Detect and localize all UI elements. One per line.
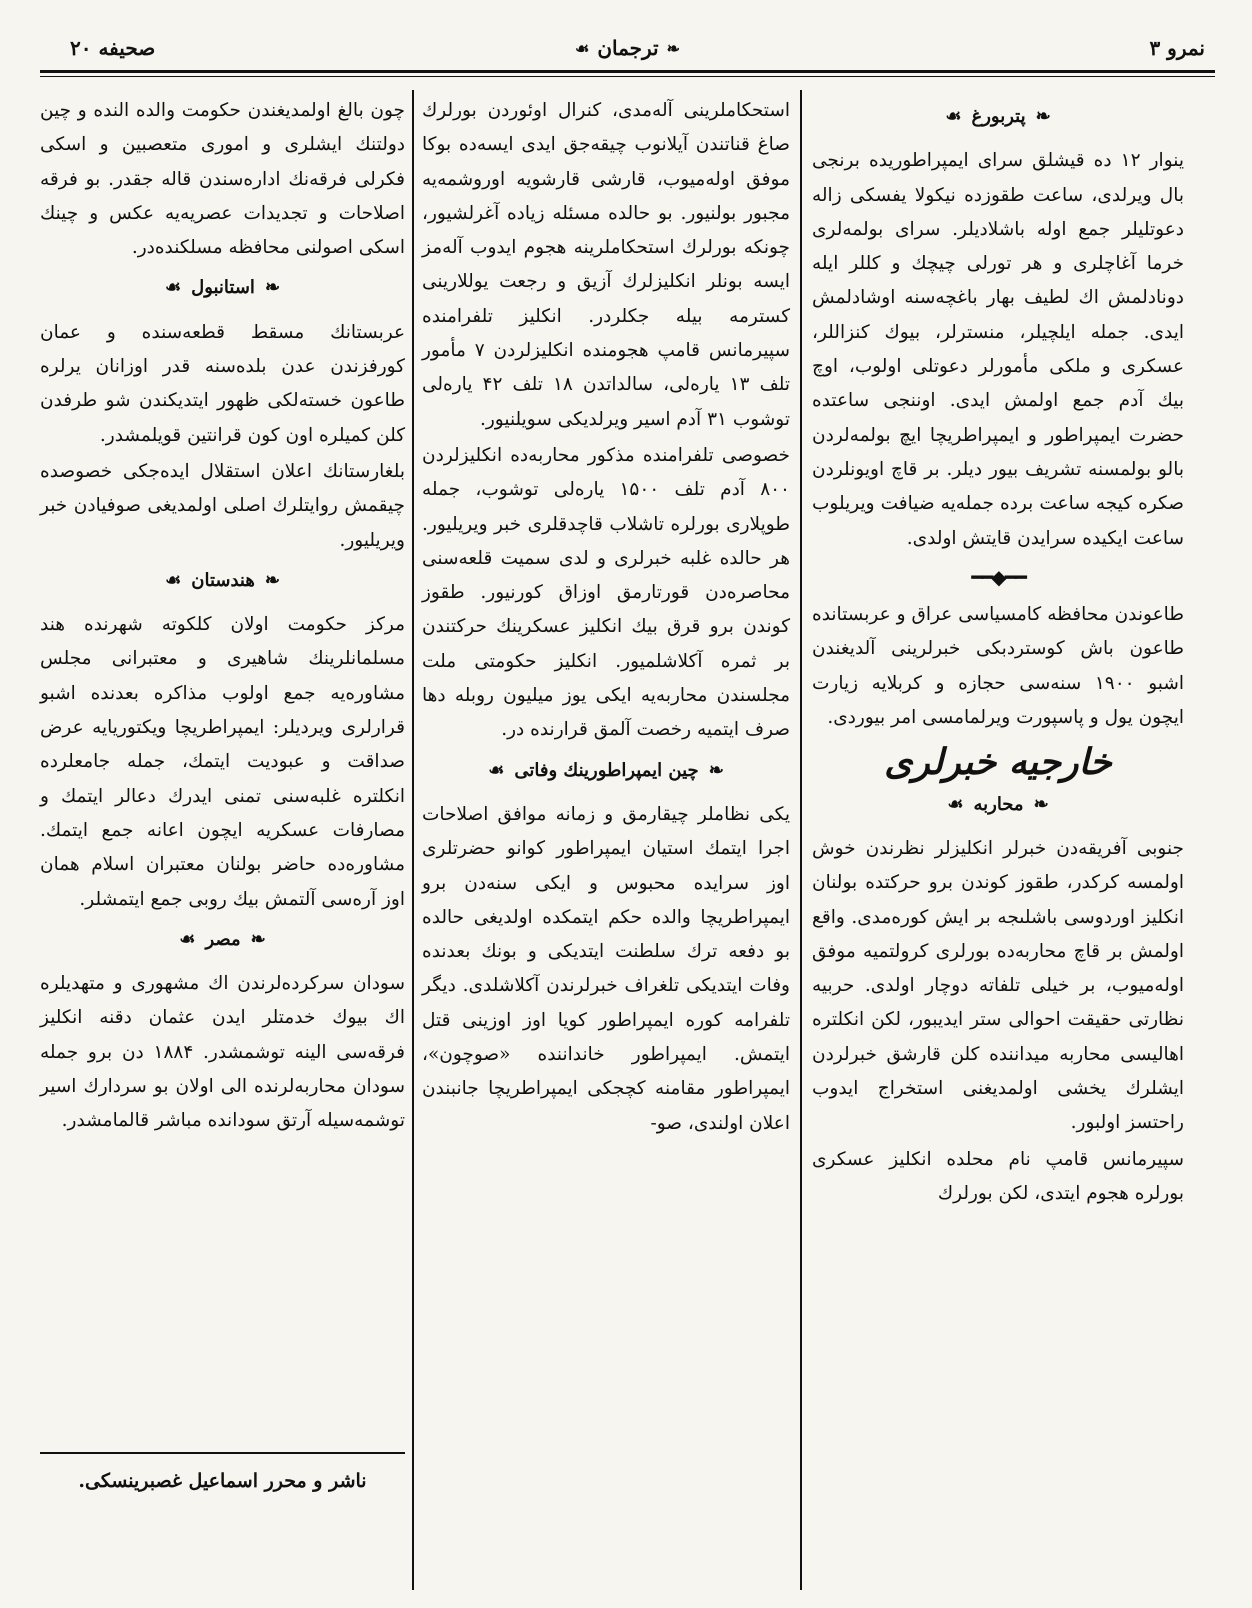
divider-ornament-icon: ━━◆━━ — [971, 564, 1025, 589]
section-title-foreign-news: خارجيه خبرلرى — [884, 741, 1112, 784]
article-paragraph: يكى نظاملر چيقارمق و زمانه موافق اصلاحات اجرا ايتمك استيان ايمپراطور كوانو حضرتلرى اوز سرايده محبوس و ايكى سنه‌دن برو ايمپراطريچا والده حكم ايتمكده اولديغى حالده بو دفعه ترك سلطنت ايتديكى و بونك بعدنده وفات ايتديكى تلغراف خبرلرندن آكلاشلدى. ديگر تلفرامه كوره ايمپراطور كويا اوز اوزينى قتل ايتمش. ايمپراطور خانداننده «صوچون»، ايمپراطور مقامنه كچجكى ايمپراطريچا جانبندن اعلان اولندى، صو- — [422, 803, 790, 1134]
ornament-icon: ❧ — [264, 277, 281, 299]
heading-egypt: مصر — [205, 928, 241, 950]
heading-petersburg: پتربورغ — [971, 106, 1026, 127]
ornament-icon: ☙ — [164, 277, 182, 299]
article-paragraph: سپيرمانس قامپ نام محلده انكليز عسكرى بورلره هجوم ايتدى، لكن بورلرك — [812, 1148, 1184, 1204]
masthead-rule-thin — [40, 76, 1215, 77]
page-number: صحيفه ۲۰ — [70, 36, 156, 60]
masthead-rule — [40, 70, 1215, 73]
article-paragraph: خصوصى تلفرامنده مذكور محاربه‌ده انكليزلردن ۸۰۰ آدم تلف ۱۵۰۰ يارەلى توشوب، جمله طوپلارى بورلره تاشلاب قاچدقلرى خبر ويريليور. هر حالده غلبه خبرلرى و لدى سميت قلعه‌سنى محاصره‌دن قورتارمق اوزاق كورنيور. طقوز كوندن برو قرق بيك انكليز عسكرينك حركتندن بر ثمره آكلاشلميور. انكليز حكومتى ملت مجلسندن محاربه‌يه ايكى يوز ميليون روبله دها صرف ايتميه رخصت آلمق قرارنده در. — [422, 444, 790, 741]
issue-number: نمرو ۳ — [1149, 36, 1205, 60]
ornament-icon: ❧ — [708, 759, 724, 781]
article-paragraph: مركز حكومت اولان كلكوته شهرنده هند مسلمانلرينك شاهيرى و معتبرانى مجلس مشاوره‌يه جمع اولوب مذاكره بعدنده اشبو قرارلرى ويرديلر: ايمپراطريچا ويكتوريايه عرض صداقت و عبوديت ايتمك، جمله جامعلرده انكلتره غلبه‌سنى تمنى ايدرك دعالر ايتمك و مصارفات عسكريه ايچون اعانه جمع ايتمك. مشاوره‌ده حاضر بولنان معتبران اسلام همان اوز آره‌سى آلتمش بيك روبى جمع ايتمشلر. — [40, 614, 405, 910]
ornament-icon: ❧ — [264, 569, 280, 591]
ornament-icon: ☙ — [574, 38, 590, 58]
article-paragraph: عربستانك مسقط قطعه‌سنده و عمان كورفزندن عدن بلده‌سنه قدر اوزانان يرلره طاعون خسته‌لكى ظهور ايتديكندن شو طرفدن كلن كميلره اون كون قرانتين قويلمشدر. — [40, 321, 405, 446]
ornament-icon: ☙ — [947, 793, 964, 815]
ornament-icon: ☙ — [179, 928, 196, 950]
title-text: ترجمان — [597, 36, 659, 60]
ornament-icon: ❧ — [666, 38, 681, 58]
column-middle — [422, 94, 790, 1143]
article-paragraph: ينوار ۱۲ ده قيشلق سراى ايمپراطوريده برنجى بال ويرلدى، ساعت طقوزده نيكولا يفسكى زاله دعوتليلر جمع اوله باشلاديلر. سراى بولمه‌لرى خرما آغاچلرى و هر تورلى چيچك و كللر ايله دونادلمش اك لطيف بهار باغچه‌سنه اوشادلمش ايدى. جمله ايلچيلر، منسترلر، بيوك كنزاللر، عسكرى و ملكى مأمورلر دعوتلى اولوب، اوچ بيك آدم جمع اولمش ايدى. اوننجى ساعتده حضرت ايمپراطور و ايمپراطريچا ايچ بولمه‌لردن بالو بولمسنه تشريف بيور ديلر. بر قاچ اويونلردن صكره كيجه ساعت برده جمله‌يه ضيافت ويريلوب ساعت ايكيده سرايدن قايتش اولدى. — [812, 150, 1184, 549]
ornament-icon: ❧ — [1035, 106, 1051, 127]
section-heading — [812, 788, 1184, 822]
column-divider — [412, 90, 414, 1590]
publisher-line: ناشر و محرر اسماعيل غصبرينسكى. — [78, 1470, 367, 1492]
ornament-icon: ❧ — [1033, 793, 1049, 815]
heading-india: هندستان — [191, 569, 255, 591]
ornament-icon: ☙ — [165, 569, 182, 591]
section-heading — [812, 100, 1184, 134]
article-paragraph: جنوبى آفريقه‌دن خبرلر انكليزلر نظرندن خوش اولمسه كركدر، طقوز كوندن برو حركتده بولنان انكليز اوردوسى باشلىجه بر ايش كوره‌مدى. واقع اولمش بر قاچ محاربه‌ده بورلرى كرولتميه موفق اوله‌ميوب، بر خيلى تلفاته دوچار اولدى. حربيه نظارتى حقيقت احوالى ستر ايديبور، لكن انكلتره اهاليسى محاربه ميداننده كلن قارشق خبرلردن ايشلرك يخشى اولمديغنى استخراج ايدوب راحتسز اولبور. — [812, 837, 1184, 1134]
section-heading — [40, 564, 405, 598]
heading-istanbul: استانبول — [191, 277, 255, 299]
ornament-icon: ☙ — [945, 106, 962, 127]
article-paragraph: بلغارستانك اعلان استقلال ايده‌جكى خصوصده چيقمش روايتلرك اصلى اولمديغى صوفيادن خبر ويريليور. — [40, 460, 405, 551]
heading-war: محاربه — [973, 793, 1024, 815]
article-paragraph: طاعوندن محافظه كامسياسى عراق و عربستانده طاعون باش كوستردبكى خبرلرينى آلديغندن اشبو ۱۹۰۰ سنه‌سى حجازه و كربلايه زيارت ايچون يول و پاسپورت ويرلمامسى امر بيوردى. — [812, 604, 1184, 729]
article-paragraph: سودان سركرده‌لرندن اك مشهورى و متهديلره اك بيوك خدمتلر ايدن عثمان دقنه انكليز فرقه‌سى الينه توشمشدر. ۱۸۸۴ دن برو جمله سودان محاربه‌لرنده الى اولان بو سردارك اسير توشمه‌سيله آرتق سودانده مباشر قالمامشدر. — [40, 973, 406, 1132]
section-heading — [422, 754, 790, 788]
ornament-icon: ☙ — [488, 759, 505, 781]
column-left — [40, 94, 405, 1141]
heading-china-emperor: چين ايمپراطورينك وفاتى — [514, 759, 699, 781]
ornament-icon: ❧ — [250, 928, 266, 950]
column-right — [812, 94, 1184, 1213]
section-heading — [40, 271, 405, 305]
article-paragraph: چون بالغ اولمديغندن حكومت والده النده و چين دولتنك ايشلرى و امورى متعصبين و اسكى فكرلى فرقه‌نك اداره‌سندن قاله جقدر. بو فرقه اصلاحات و تجديدات عصريه‌يه عكس و چينك اسكى اصولنى محافظه مسلكنده‌در. — [40, 100, 405, 259]
newspaper-title — [575, 36, 680, 60]
footer-rule — [40, 1452, 405, 1454]
article-paragraph: استحكاملرينى آله‌مدى، كنرال اوئوردن بورلرك صاغ قناتندن آيلانوب چيقه‌جق ايدى ايسه‌ده بوكا موفق اوله‌ميوب، قارشى قارشويه اوروشمه‌يه مجبور بولنيور. بو حالده مسئله زياده آغرلشيور، چونكه بورلرك استحكاملرينه هجوم ايدوب آله‌مز ايسه بونلر انكليزلرك آزيق و رجعت يوللارينى كسترمه بيله جكلردر. انكليز تلفرامنده سپيرمانس قامپ هجومنده انكليزلردن ۷ مأمور تلف ۱۳ يارەلى، سالداتدن ۱۸ تلف ۴۲ يارەلى توشوب ۳۱ آدم اسير ويرلديكى سويلنيور. — [422, 100, 790, 430]
column-divider — [800, 90, 802, 1590]
section-heading — [40, 923, 405, 957]
